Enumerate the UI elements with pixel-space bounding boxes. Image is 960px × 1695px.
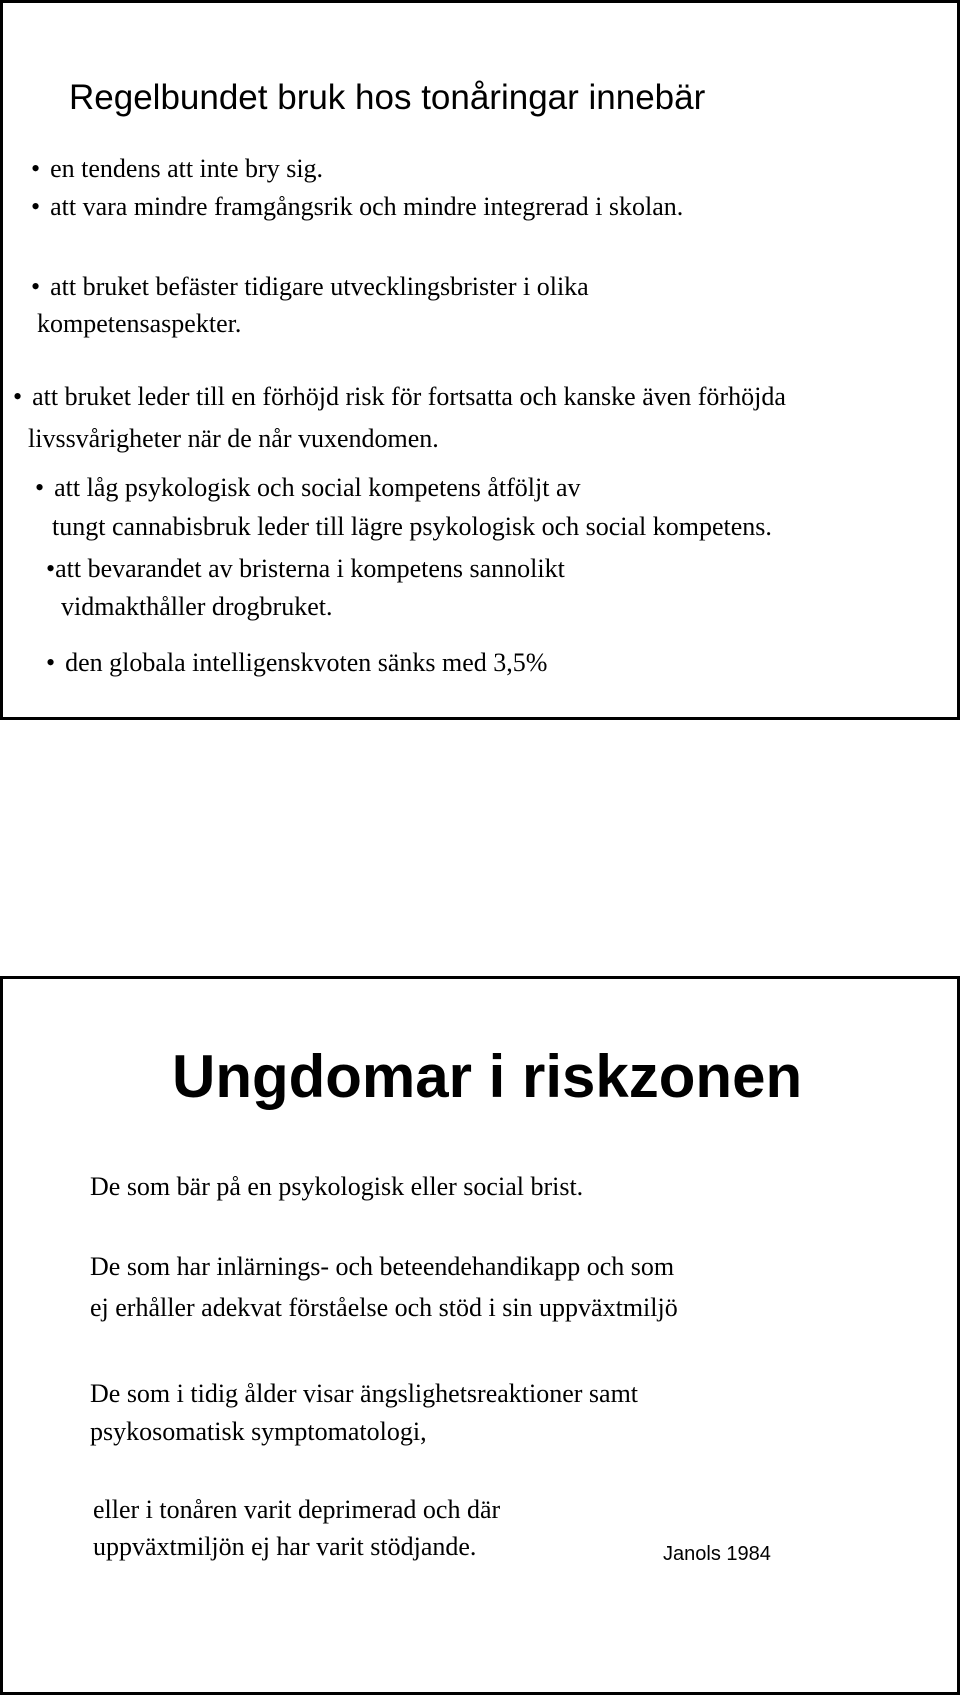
bullet-glyph: • — [46, 554, 56, 583]
bullet-text: att bruket befäster tidigare utvecklingsbrister i olika — [50, 272, 589, 301]
bullet-item-4 — [13, 378, 786, 415]
risk-paragraph-2-line-2: ej erhåller adekvat förståelse och stöd i sin uppväxtmiljö — [90, 1293, 678, 1322]
slide-2 — [0, 976, 960, 1695]
risk-paragraph-4-line-1: eller i tonåren varit deprimerad och där — [93, 1495, 501, 1524]
bullet-item-3-continuation: kompetensaspekter. — [37, 309, 242, 338]
slide-1 — [0, 0, 960, 720]
bullet-item-3 — [31, 268, 589, 305]
bullet-text: att låg psykologisk och social kompetens åtföljt av — [54, 473, 581, 502]
bullet-text: att bevarandet av bristerna i kompetens sannolikt — [55, 554, 565, 583]
bullet-glyph: • — [46, 648, 56, 677]
bullet-item-5 — [35, 469, 581, 506]
bullet-item-5-continuation: tungt cannabisbruk leder till lägre psykologisk och social kompetens. — [52, 512, 772, 541]
bullet-glyph: • — [31, 272, 41, 301]
bullet-text: att bruket leder till en förhöjd risk för fortsatta och kanske även förhöjda — [32, 382, 786, 411]
risk-paragraph-2-line-1: De som har inlärnings- och beteendehandikapp och som — [90, 1252, 675, 1281]
bullet-glyph: • — [35, 473, 45, 502]
risk-paragraph-4-line-2: uppväxtmiljön ej har varit stödjande. — [93, 1532, 477, 1561]
bullet-glyph: • — [31, 154, 41, 183]
slide-2-title: Ungdomar i riskzonen — [172, 1043, 803, 1110]
bullet-glyph: • — [13, 382, 23, 411]
risk-paragraph-3-line-2: psykosomatisk symptomatologi, — [90, 1417, 427, 1446]
bullet-text: den globala intelligenskvoten sänks med 3,5% — [65, 648, 548, 677]
slide-1-title: Regelbundet bruk hos tonåringar innebär — [69, 78, 706, 117]
bullet-item-4-continuation: livssvårigheter när de når vuxendomen. — [28, 424, 439, 453]
bullet-text: att vara mindre framgångsrik och mindre integrerad i skolan. — [50, 192, 684, 221]
bullet-item-6-continuation: vidmakthåller drogbruket. — [61, 592, 333, 621]
bullet-item-7 — [46, 644, 547, 681]
citation: Janols 1984 — [663, 1543, 771, 1565]
risk-paragraph-1: De som bär på en psykologisk eller social brist. — [90, 1172, 584, 1201]
bullet-item-2 — [31, 188, 683, 225]
bullet-text: en tendens att inte bry sig. — [50, 154, 324, 183]
bullet-glyph: • — [31, 192, 41, 221]
bullet-item-1 — [31, 150, 323, 187]
bullet-item-6 — [46, 550, 565, 587]
risk-paragraph-3-line-1: De som i tidig ålder visar ängslighetsreaktioner samt — [90, 1379, 639, 1408]
